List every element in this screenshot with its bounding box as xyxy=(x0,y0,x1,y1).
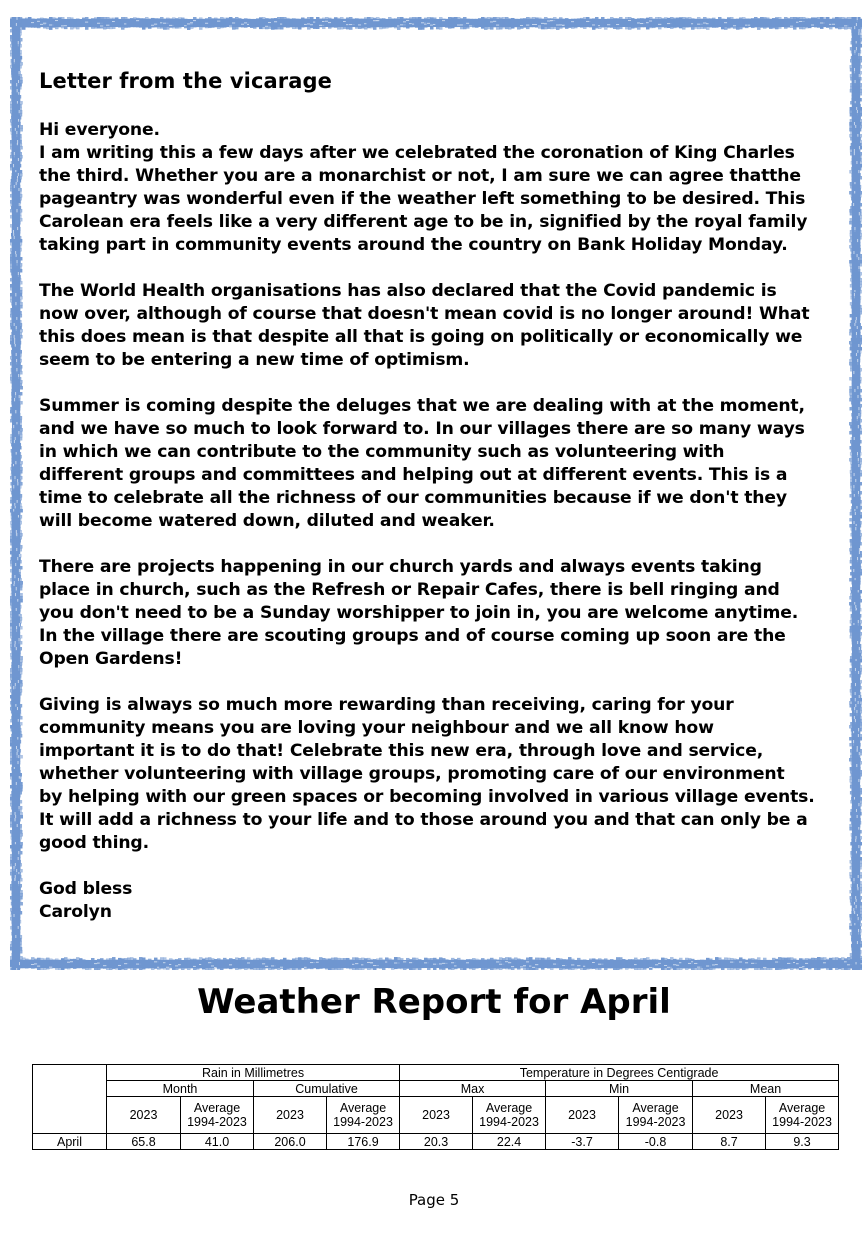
col-header-average xyxy=(473,1097,546,1134)
average-label: Average xyxy=(193,1101,241,1115)
average-label: Average xyxy=(339,1101,387,1115)
table-row xyxy=(33,1134,839,1150)
corner-cell xyxy=(33,1065,107,1134)
closing: God bless xyxy=(39,879,133,899)
average-range: 1994-2023 xyxy=(333,1115,393,1129)
text-line: will become watered down, diluted and weaker. xyxy=(39,511,495,531)
average-range: 1994-2023 xyxy=(772,1115,832,1129)
text-line: by helping with our green spaces or becoming involved in various village events. xyxy=(39,787,815,807)
cell-temp-max-average: 22.4 xyxy=(473,1134,546,1150)
text-line: this does mean is that despite all that is going on politically or economically we xyxy=(39,327,803,347)
text-line: the third. Whether you are a monarchist or not, I am sure we can agree thatthe xyxy=(39,166,801,186)
header-rain: Rain in Millimetres xyxy=(107,1065,400,1081)
text-line: time to celebrate all the richness of our communities because if we don't they xyxy=(39,488,787,508)
text-line: The World Health organisations has also declared that the Covid pandemic is xyxy=(39,281,777,301)
average-range: 1994-2023 xyxy=(479,1115,539,1129)
col-header-average xyxy=(619,1097,693,1134)
sign-off xyxy=(39,878,839,924)
text-line: place in church, such as the Refresh or Repair Cafes, there is bell ringing and xyxy=(39,580,780,600)
text-line: It will add a richness to your life and to those around you and that can only be a xyxy=(39,810,808,830)
cell-rain-cumulative-average: 176.9 xyxy=(327,1134,400,1150)
text-line: good thing. xyxy=(39,833,149,853)
header-temperature: Temperature in Degrees Centigrade xyxy=(400,1065,839,1081)
paragraph-3 xyxy=(39,395,839,533)
page-number: Page 5 xyxy=(408,1191,460,1209)
header-row-columns xyxy=(33,1097,839,1134)
text-line: Carolean era feels like a very different age to be in, signified by the royal family xyxy=(39,212,808,232)
weather-table xyxy=(32,1064,839,1150)
header-max: Max xyxy=(400,1081,546,1097)
frame-left xyxy=(10,17,23,970)
cell-rain-month-average: 41.0 xyxy=(181,1134,254,1150)
cell-temp-mean-average: 9.3 xyxy=(766,1134,839,1150)
text-line: In the village there are scouting groups and of course coming up soon are the xyxy=(39,626,786,646)
cell-temp-max-2023: 20.3 xyxy=(400,1134,473,1150)
cell-temp-mean-2023: 8.7 xyxy=(693,1134,766,1150)
header-min: Min xyxy=(546,1081,693,1097)
cell-rain-month-2023: 65.8 xyxy=(107,1134,181,1150)
letter-body xyxy=(39,119,839,924)
average-label: Average xyxy=(632,1101,679,1115)
header-mean: Mean xyxy=(693,1081,839,1097)
frame-bottom xyxy=(10,957,862,970)
text-line: I am writing this a few days after we celebrated the coronation of King Charles xyxy=(39,143,795,163)
average-label: Average xyxy=(778,1101,826,1115)
text-line: different groups and committees and helping out at different events. This is a xyxy=(39,465,788,485)
frame-top xyxy=(10,17,862,30)
header-month: Month xyxy=(107,1081,254,1097)
text-line: community means you are loving your neighbour and we all know how xyxy=(39,718,714,738)
greeting xyxy=(39,119,839,142)
header-cumulative: Cumulative xyxy=(254,1081,400,1097)
text-line: Giving is always so much more rewarding than receiving, caring for your xyxy=(39,695,734,715)
average-label: Average xyxy=(485,1101,533,1115)
text-line: There are projects happening in our church yards and always events taking xyxy=(39,557,762,577)
text-line: and we have so much to look forward to. In our villages there are so many ways xyxy=(39,419,805,439)
col-header-year: 2023 xyxy=(546,1097,619,1134)
paragraph-1 xyxy=(39,142,839,257)
weather-report-title: Weather Report for April xyxy=(197,982,671,1022)
greeting-text: Hi everyone. xyxy=(39,120,160,140)
col-header-average xyxy=(181,1097,254,1134)
paragraph-2 xyxy=(39,280,839,372)
text-line: Open Gardens! xyxy=(39,649,183,669)
letter-title: Letter from the vicarage xyxy=(39,69,332,93)
col-header-year: 2023 xyxy=(107,1097,181,1134)
text-line: important it is to do that! Celebrate this new era, through love and service, xyxy=(39,741,764,761)
col-header-year: 2023 xyxy=(400,1097,473,1134)
header-row-groups xyxy=(33,1065,839,1081)
average-range: 1994-2023 xyxy=(625,1115,686,1129)
header-row-subgroups xyxy=(33,1081,839,1097)
cell-temp-min-average: -0.8 xyxy=(619,1134,693,1150)
paragraph-5 xyxy=(39,694,839,855)
col-header-average xyxy=(766,1097,839,1134)
cell-rain-cumulative-2023: 206.0 xyxy=(254,1134,327,1150)
text-line: seem to be entering a new time of optimism. xyxy=(39,350,470,370)
text-line: taking part in community events around the country on Bank Holiday Monday. xyxy=(39,235,788,255)
text-line: pageantry was wonderful even if the weather left something to be desired. This xyxy=(39,189,806,209)
frame-right xyxy=(849,17,862,970)
text-line: whether volunteering with village groups, promoting care of our environment xyxy=(39,764,785,784)
col-header-year: 2023 xyxy=(693,1097,766,1134)
paragraph-4 xyxy=(39,556,839,671)
text-line: now over, although of course that doesn't mean covid is no longer around! What xyxy=(39,304,810,324)
cell-temp-min-2023: -3.7 xyxy=(546,1134,619,1150)
text-line: you don't need to be a Sunday worshipper to join in, you are welcome anytime. xyxy=(39,603,799,623)
signature: Carolyn xyxy=(39,902,112,922)
row-label: April xyxy=(33,1134,107,1150)
text-line: Summer is coming despite the deluges that we are dealing with at the moment, xyxy=(39,396,805,416)
average-range: 1994-2023 xyxy=(187,1115,247,1129)
letter-section xyxy=(39,64,839,924)
col-header-year: 2023 xyxy=(254,1097,327,1134)
col-header-average xyxy=(327,1097,400,1134)
text-line: in which we can contribute to the community such as volunteering with xyxy=(39,442,725,462)
